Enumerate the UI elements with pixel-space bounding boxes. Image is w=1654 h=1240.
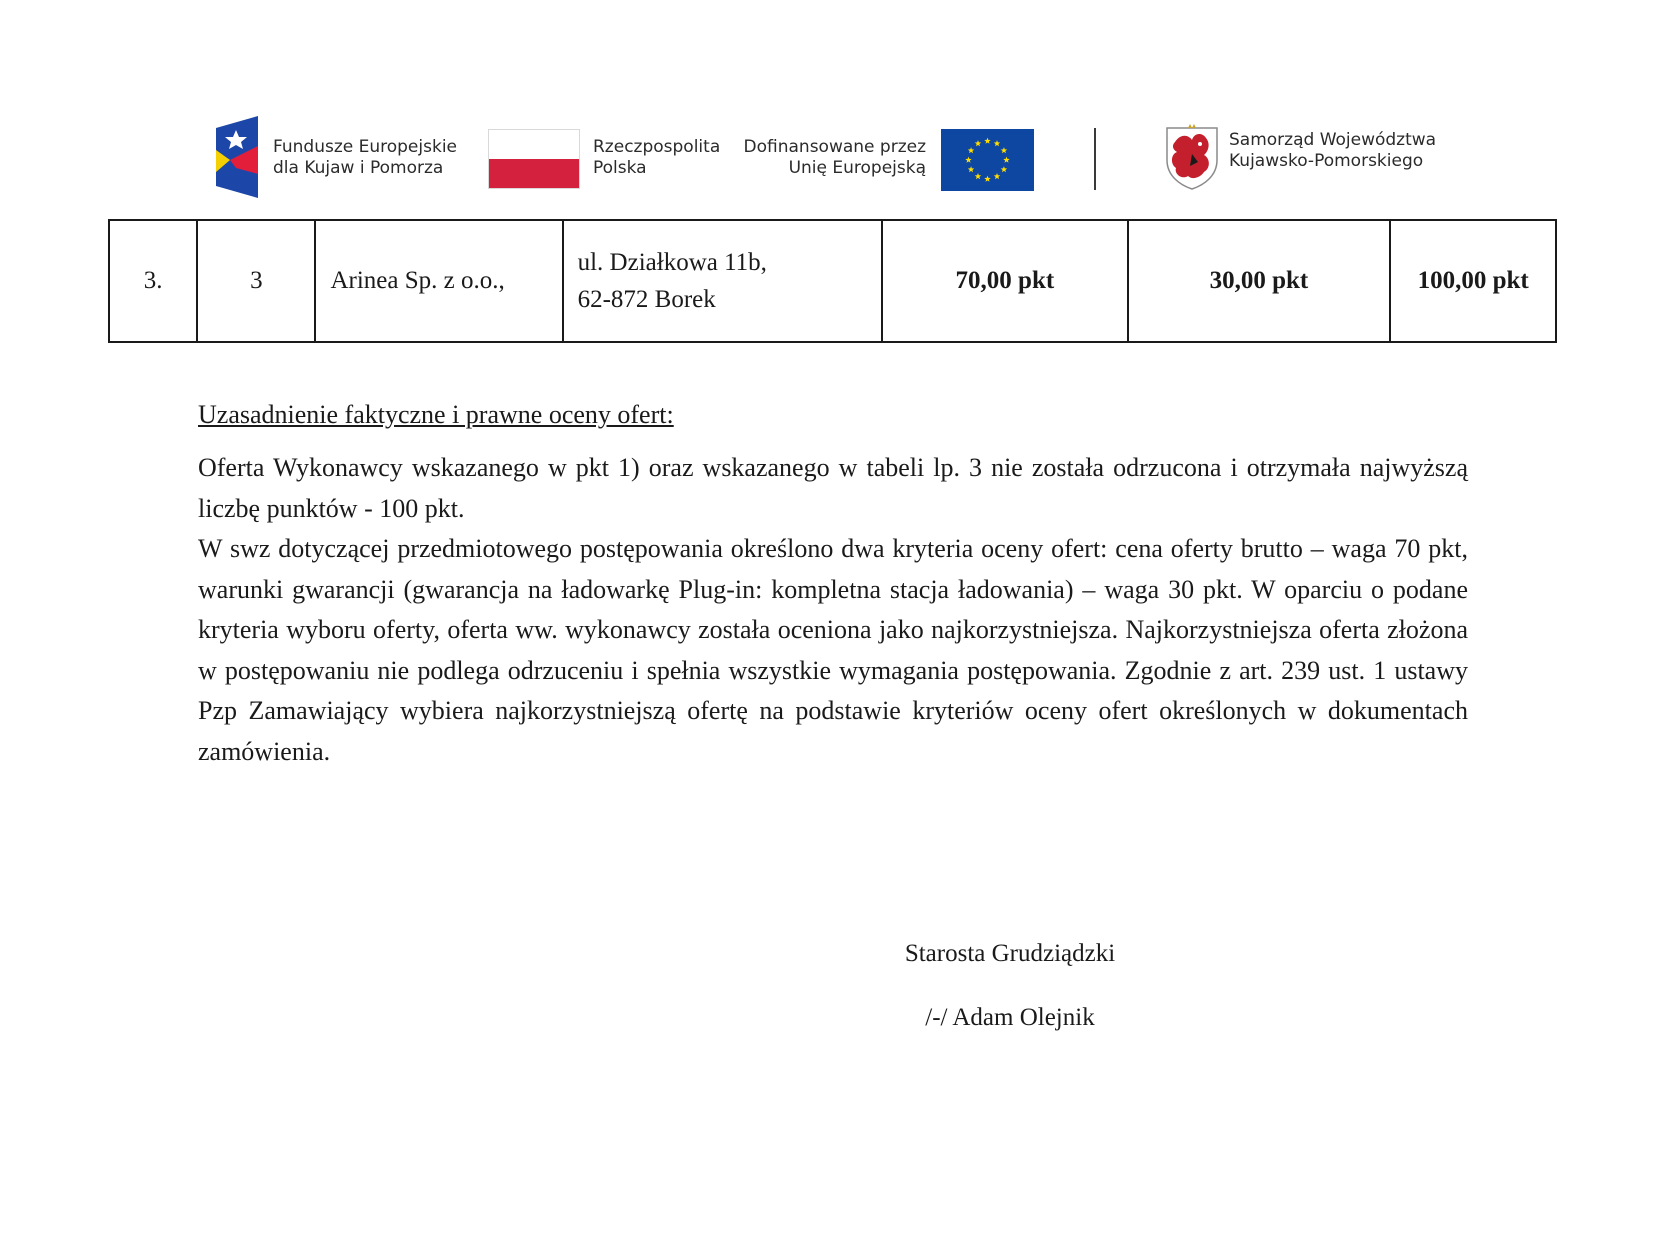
- eu-star: [975, 140, 981, 146]
- eu-star: [984, 176, 990, 182]
- justification-paragraph-2: W swz dotyczącej przedmiotowego postępowania określono dwa kryteria oceny ofert: cena oferty brutto – waga 70 pkt, warunki gwarancji (gwarancja na ładowarkę Plug-in: kompletna stacja ładowania) – waga 30 pkt. W oparciu o podane kryteria wyboru oferty, oferta ww. wykonawcy została oceniona jako najkorzystniejsza. Najkorzystniejsza oferta złożona w postępowaniu nie podlega odrzuceniu i spełnia wszystkie wymagania postępowania. Zgodnie z art. 239 ust. 1 ustawy Pzp Zamawiający wybiera najkorzystniejszą ofertę na podstawie kryteriów oceny ofert określonych w dokumentach zamówienia.: [198, 534, 1468, 766]
- cell-address: [563, 220, 883, 342]
- justification-heading: Uzasadnienie faktyczne i prawne oceny ofert:: [198, 400, 674, 429]
- eu-star: [1001, 166, 1007, 172]
- cell-offer-number: 3: [197, 220, 315, 342]
- cell-total-points: 100,00 pkt: [1390, 220, 1556, 342]
- rp-logo-text: [593, 137, 720, 179]
- results-table: [108, 219, 1557, 343]
- eu-star: [1003, 157, 1009, 163]
- fe-logo-text: [273, 137, 457, 179]
- sw-logo-text: [1229, 130, 1436, 172]
- eu-star: [994, 173, 1000, 179]
- eu-star: [1001, 147, 1007, 153]
- sw-line1: Samorząd Województwa: [1229, 130, 1437, 150]
- fundusze-europejskie-logo-icon: [216, 116, 258, 198]
- cell-contractor: Arinea Sp. z o.o.,: [315, 220, 562, 342]
- rp-line2: Polska: [593, 158, 647, 178]
- fe-line2: dla Kujaw i Pomorza: [273, 158, 444, 178]
- eu-flag-icon: [941, 129, 1034, 191]
- eu-star: [968, 147, 974, 153]
- header-logos: [0, 112, 1654, 202]
- table-row: [109, 220, 1556, 342]
- address-line-2: 62-872 Borek: [577, 286, 716, 313]
- justification-body: [198, 448, 1468, 772]
- signatory-title: Starosta Grudziądzki: [904, 940, 1116, 967]
- signatory-name: /-/ Adam Olejnik: [925, 1004, 1095, 1031]
- eu-star: [984, 138, 990, 144]
- eu-star: [965, 157, 971, 163]
- eu-line1: Dofinansowane przez: [743, 137, 926, 157]
- eu-logo-text: [740, 137, 926, 179]
- logo-divider: [1094, 128, 1096, 190]
- eu-star: [994, 140, 1000, 146]
- polish-flag-icon: [488, 129, 580, 189]
- kujawsko-pomorskie-crest-icon: [1164, 124, 1220, 190]
- justification-paragraph-1: Oferta Wykonawcy wskazanego w pkt 1) oraz wskazanego w tabeli lp. 3 nie została odrzucona i otrzymała najwyższą liczbę punktów - 100 pkt.: [198, 453, 1468, 523]
- fe-line1: Fundusze Europejskie: [273, 137, 457, 157]
- sw-line2: Kujawsko-Pomorskiego: [1229, 151, 1424, 171]
- address-line-1: ul. Działkowa 11b,: [577, 249, 767, 276]
- cell-warranty-points: 30,00 pkt: [1128, 220, 1391, 342]
- eu-line2: Unię Europejską: [788, 158, 926, 178]
- rp-line1: Rzeczpospolita: [593, 137, 721, 157]
- cell-price-points: 70,00 pkt: [882, 220, 1127, 342]
- eu-star: [968, 166, 974, 172]
- cell-lp: 3.: [109, 220, 197, 342]
- eu-star: [975, 173, 981, 179]
